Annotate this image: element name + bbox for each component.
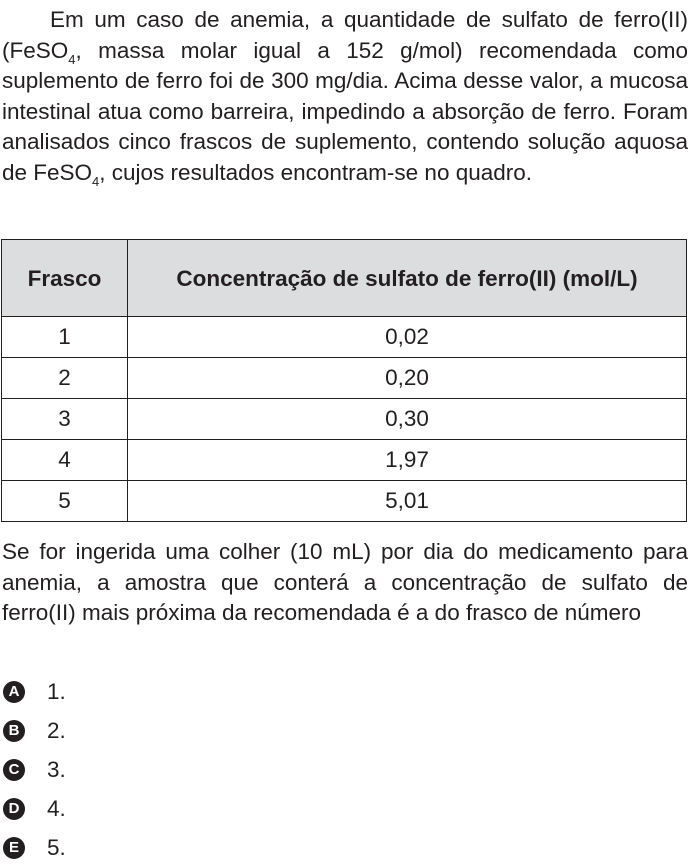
option-e-letter-icon: E <box>3 837 25 859</box>
intro-paragraph <box>2 5 688 188</box>
table-row <box>2 481 687 522</box>
table-row <box>2 440 687 481</box>
table-header-row <box>2 240 687 317</box>
option-d-text: 4. <box>47 795 66 821</box>
cell-concentracao: 1,97 <box>128 440 687 481</box>
option-d[interactable] <box>2 789 66 828</box>
subscript-1: 4 <box>68 51 76 67</box>
subscript-2: 4 <box>92 173 100 189</box>
header-concentracao: Concentração de sulfato de ferro(II) (mol/L) <box>128 240 687 317</box>
concentration-table <box>1 239 687 522</box>
option-e[interactable] <box>2 828 66 867</box>
table-row <box>2 358 687 399</box>
option-c[interactable] <box>2 750 66 789</box>
cell-concentracao: 0,30 <box>128 399 687 440</box>
option-b[interactable] <box>2 711 66 750</box>
intro-text-3: , cujos resultados encontram-se no quadro. <box>99 159 533 185</box>
option-c-text: 3. <box>47 756 66 782</box>
cell-concentracao: 5,01 <box>128 481 687 522</box>
header-frasco: Frasco <box>2 240 128 317</box>
intro-text-1: Em um caso de anemia, a quantidade de sulfato de ferro(II) (FeSO <box>2 7 688 63</box>
option-a[interactable] <box>2 672 66 711</box>
cell-frasco: 5 <box>2 481 128 522</box>
table-row <box>2 317 687 358</box>
cell-concentracao: 0,20 <box>128 358 687 399</box>
cell-concentracao: 0,02 <box>128 317 687 358</box>
cell-frasco: 1 <box>2 317 128 358</box>
cell-frasco: 4 <box>2 440 128 481</box>
cell-frasco: 3 <box>2 399 128 440</box>
question-text: Se for ingerida uma colher (10 mL) por dia do medicamento para anemia, a amostra que conterá a concentração de sulfato de ferro(II) mais próxima da recomendada é a do frasco de número <box>2 539 688 625</box>
option-d-letter-icon: D <box>3 798 25 820</box>
option-b-letter-icon: B <box>3 720 25 742</box>
table-row <box>2 399 687 440</box>
cell-frasco: 2 <box>2 358 128 399</box>
option-a-letter-icon: A <box>3 681 25 703</box>
option-b-text: 2. <box>47 717 66 743</box>
option-a-text: 1. <box>47 678 66 704</box>
answer-options <box>2 672 66 867</box>
option-e-text: 5. <box>47 834 66 860</box>
option-c-letter-icon: C <box>3 759 25 781</box>
intro-text-2: , massa molar igual a 152 g/mol) recomendada como suplemento de ferro foi de 300 mg/dia. Acima desse valor, a mucosa intestinal atua como barreira, impedindo a absorção de ferro. Foram analisados cinco frascos de suplemento, contendo solução aquosa de FeSO <box>2 37 688 185</box>
